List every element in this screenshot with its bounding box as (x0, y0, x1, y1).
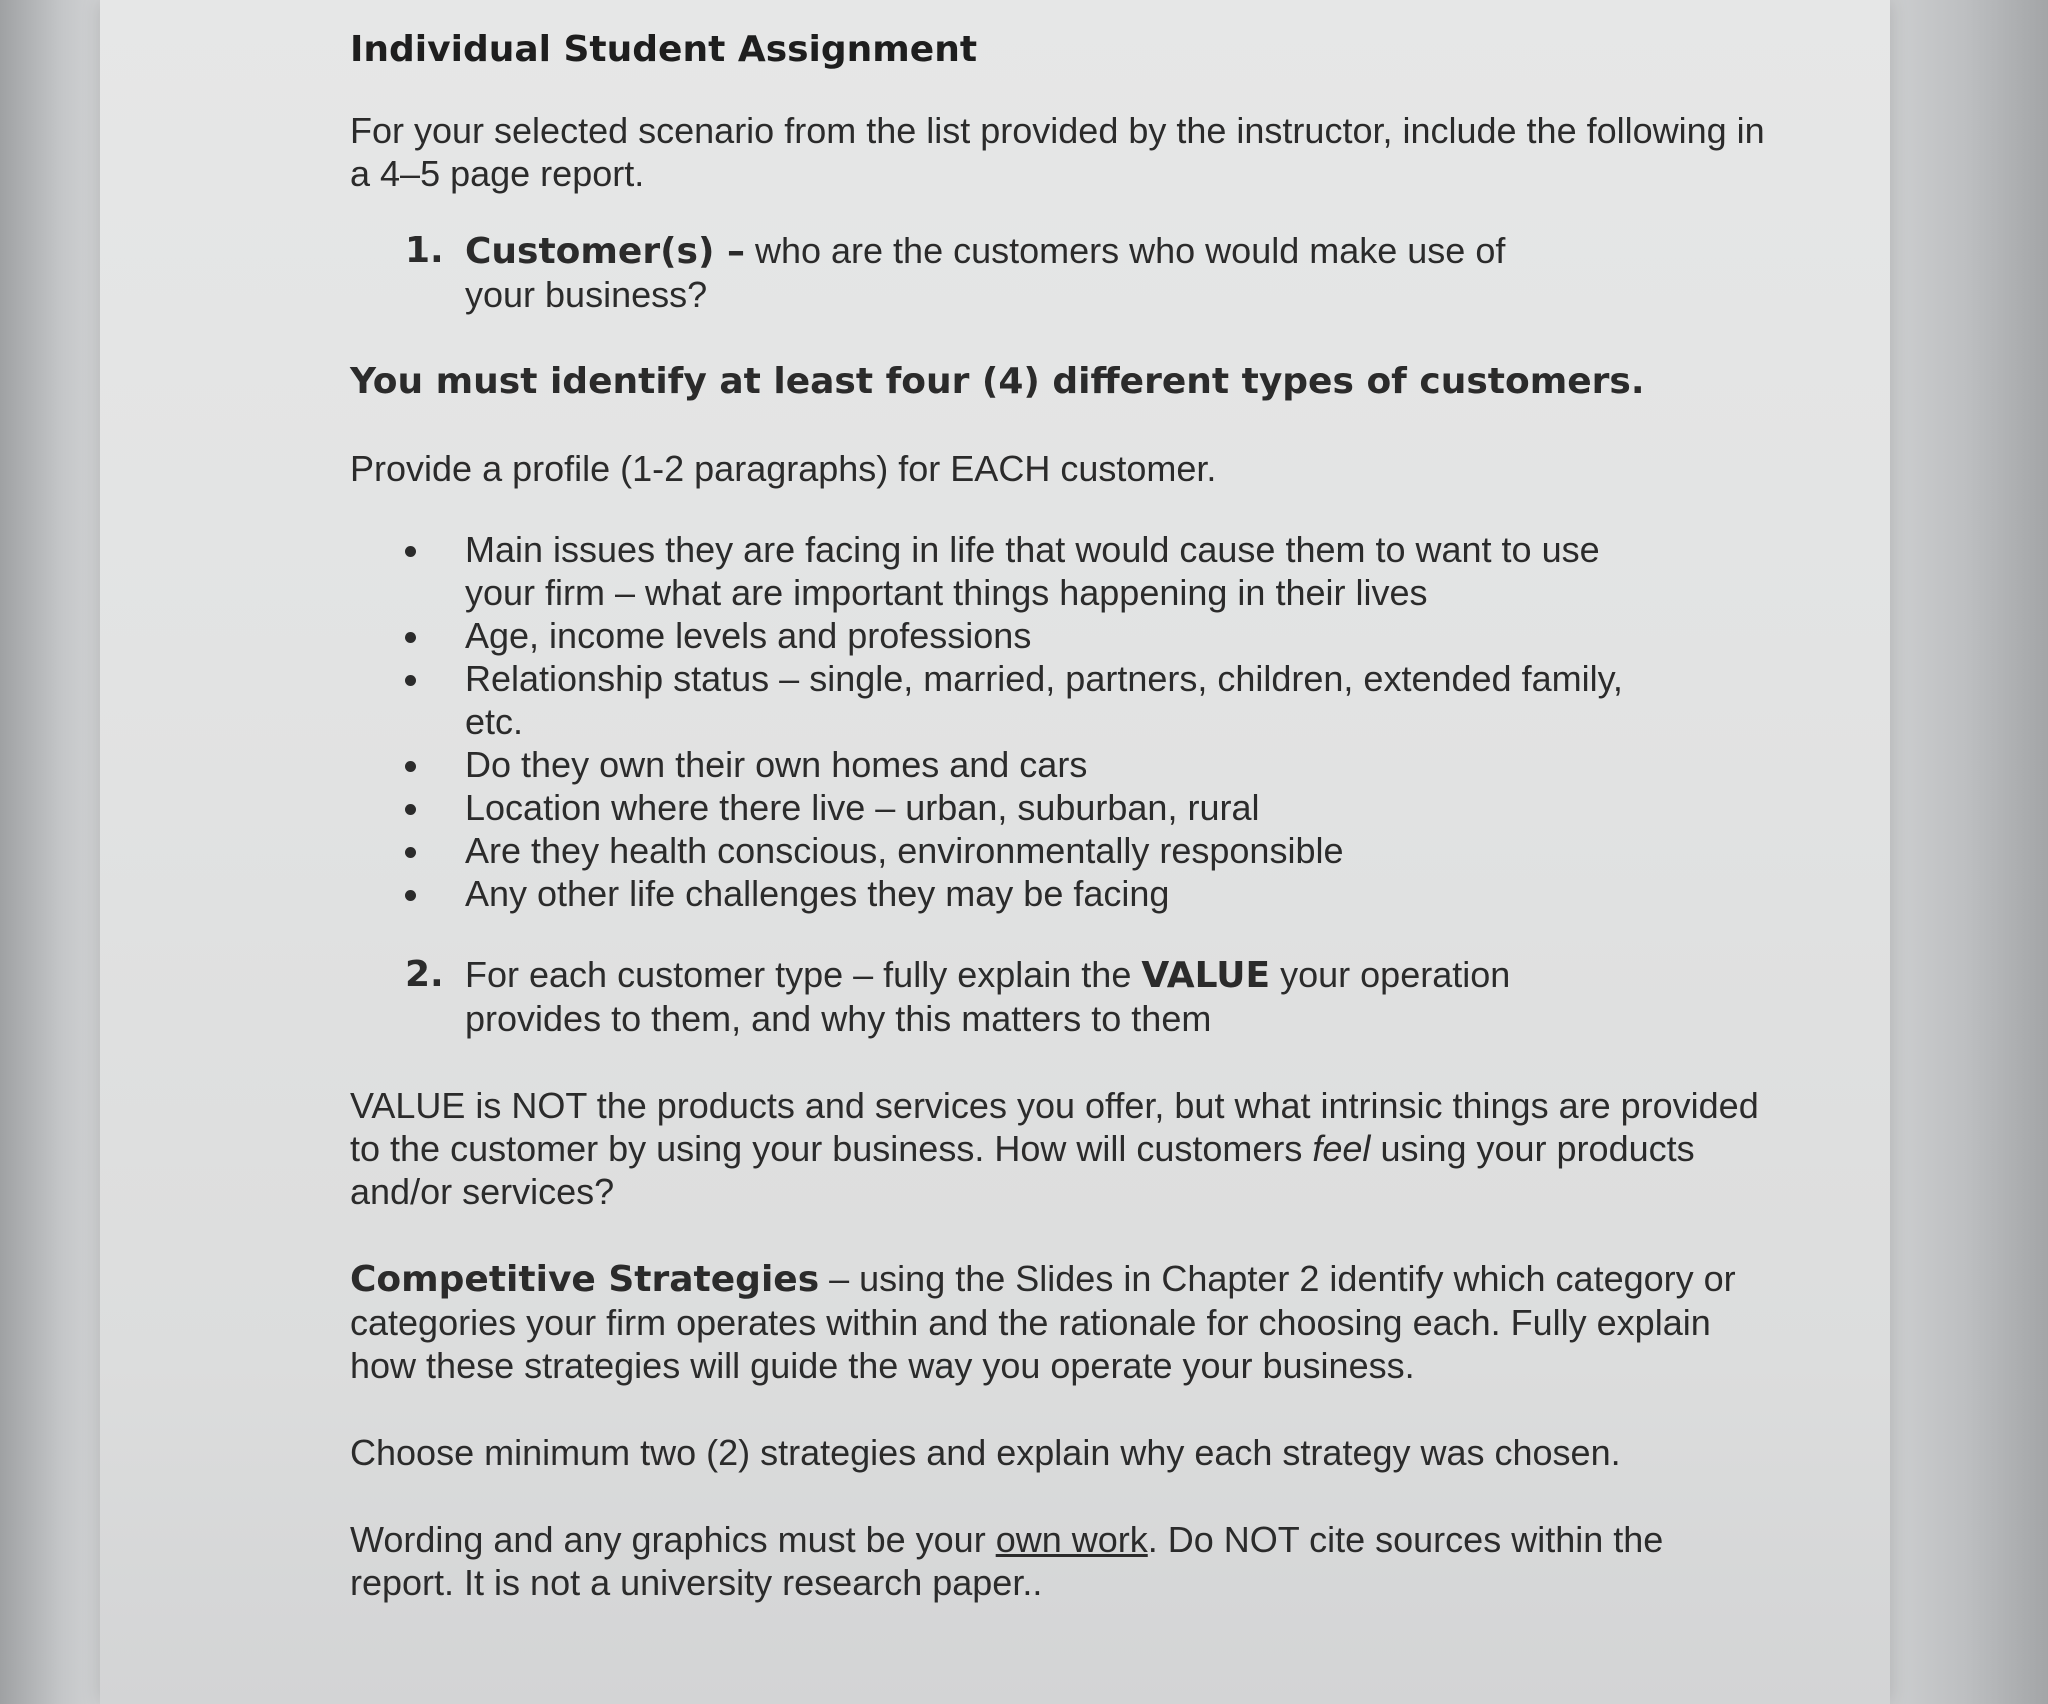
item-text: who are the customers who would make use of your business? (465, 230, 1506, 315)
competitive-strategies-paragraph (350, 1257, 1770, 1387)
bullet-icon (405, 804, 416, 815)
profile-instruction: Provide a profile (1-2 paragraphs) for EACH customer. (350, 448, 1217, 489)
item-number: 2. (405, 954, 444, 995)
value-italic: feel (1312, 1128, 1371, 1169)
numbered-list-2 (350, 953, 1770, 1040)
document-page (100, 0, 1890, 1704)
customer-profile-bullets (350, 528, 1770, 915)
intro-paragraph: For your selected scenario from the list provided by the instructor, include the following in a 4–5 page report. (350, 110, 1765, 194)
competitive-strategies-text: – using the Slides in Chapter 2 identify which category or categories your firm operates within and the rationale for choosing each. Fully explain how these strategies will guide the way you operate your business. (350, 1258, 1736, 1386)
list-item-text: Any other life challenges they may be facing (465, 873, 1170, 914)
value-paragraph (350, 1084, 1770, 1213)
list-item (350, 657, 1645, 743)
bullet-icon (405, 890, 416, 901)
list-item (350, 528, 1645, 614)
wording-paragraph (350, 1518, 1770, 1604)
list-item (350, 829, 1645, 872)
bullet-icon (405, 632, 416, 643)
numbered-list-1 (350, 229, 1770, 316)
document-title: Individual Student Assignment (350, 29, 978, 70)
item-text-after: your operation provides to them, and why this matters to them (465, 954, 1511, 1039)
list-item (350, 786, 1645, 829)
list-item-text: Relationship status – single, married, partners, children, extended family, etc. (465, 658, 1623, 742)
bullet-icon (405, 847, 416, 858)
document-content (350, 28, 1770, 1604)
item-label: Customer(s) – (465, 231, 745, 272)
value-text-before: VALUE is NOT the products and services you offer, but what intrinsic things are provided to the customer by using your business. How will customers (350, 1085, 1759, 1169)
list-item-text: Location where there live – urban, suburban, rural (465, 787, 1260, 828)
wording-text-before: Wording and any graphics must be your (350, 1519, 996, 1560)
list-item (350, 614, 1645, 657)
list-item-text: Age, income levels and professions (465, 615, 1032, 656)
must-identify-statement: You must identify at least four (4) different types of customers. (350, 361, 1645, 402)
bullet-icon (405, 675, 416, 686)
bullet-icon (405, 546, 416, 557)
bullet-icon (405, 761, 416, 772)
list-item-text: Are they health conscious, environmentally responsible (465, 830, 1344, 871)
item-number: 1. (405, 230, 444, 271)
list-item-text: Main issues they are facing in life that would cause them to want to use your firm – what are important things happening in their lives (465, 529, 1600, 613)
item-text-before: For each customer type – fully explain the (465, 954, 1142, 995)
item-bold-value: VALUE (1141, 955, 1271, 996)
choose-strategies-paragraph: Choose minimum two (2) strategies and explain why each strategy was chosen. (350, 1432, 1621, 1473)
list-item (350, 872, 1645, 915)
competitive-strategies-label: Competitive Strategies (350, 1259, 820, 1300)
value-text-after: using your products and/or services? (350, 1128, 1695, 1212)
numbered-item-value (350, 953, 1575, 1040)
wording-underline: own work (995, 1519, 1148, 1560)
list-item-text: Do they own their own homes and cars (465, 744, 1088, 785)
list-item (350, 743, 1645, 786)
wording-text-after: . Do NOT cite sources within the report. It is not a university research paper.. (350, 1519, 1664, 1603)
numbered-item-customers (350, 229, 1575, 316)
